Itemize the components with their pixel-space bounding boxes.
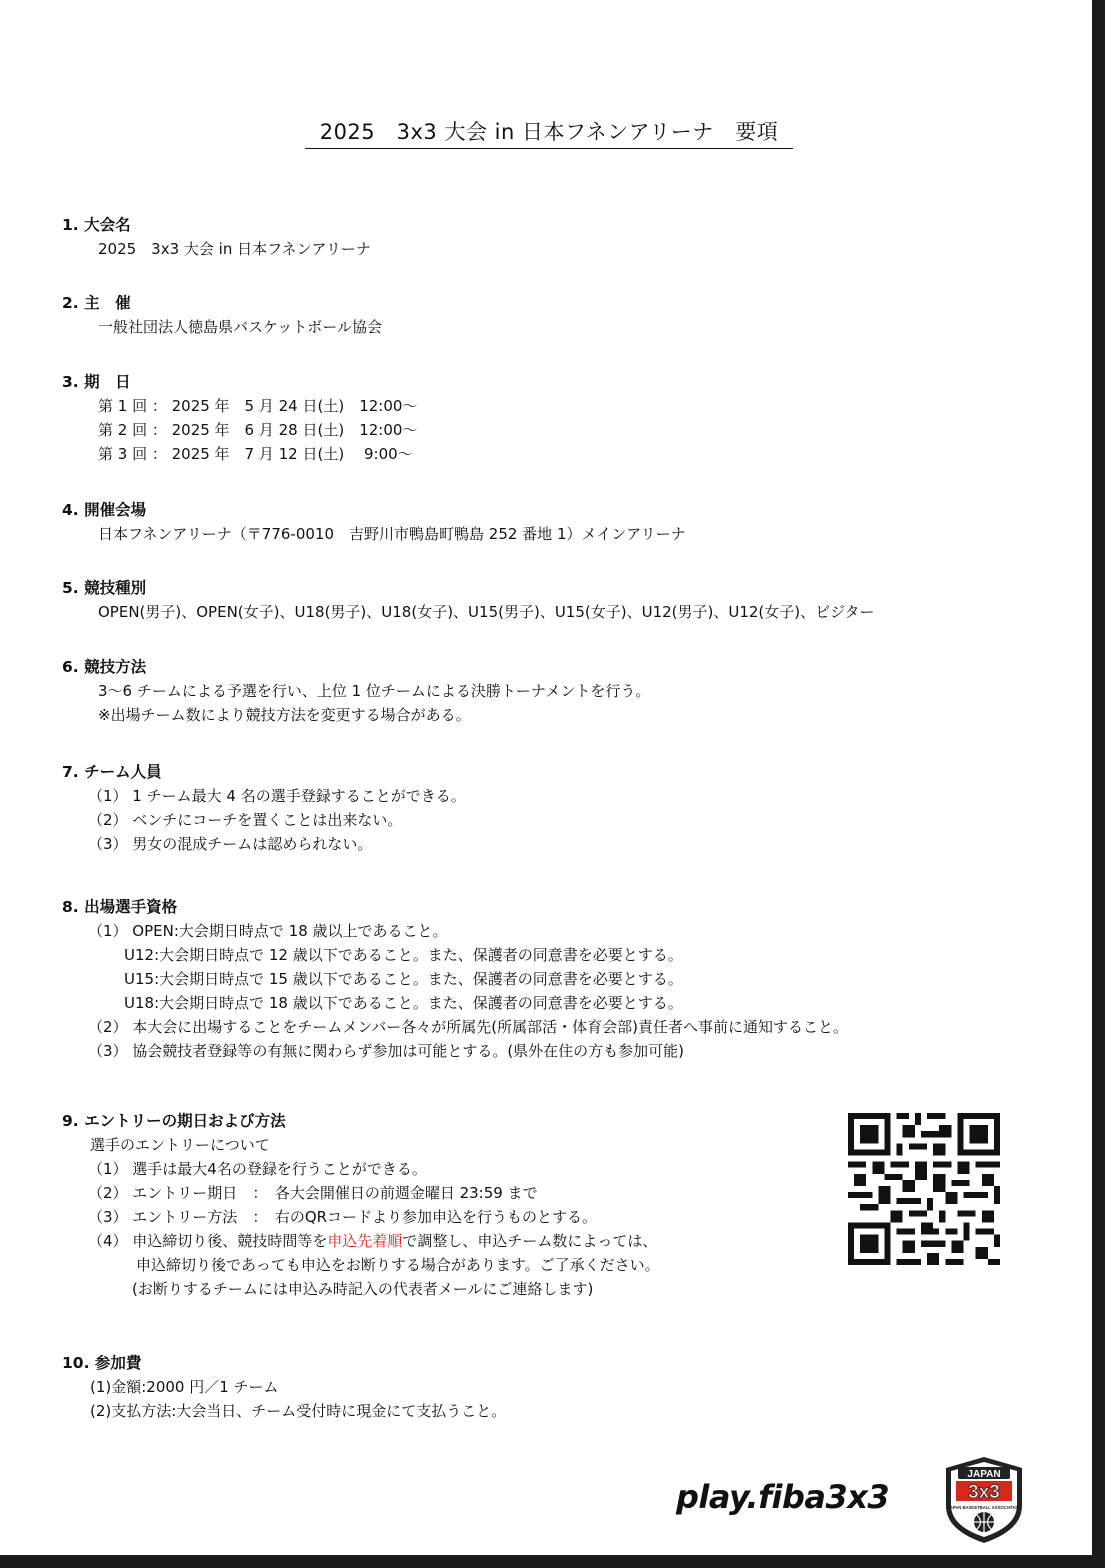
list-item: （3） 男女の混成チームは認められない。 [88, 835, 373, 853]
section-intro: 選手のエントリーについて [90, 1136, 270, 1154]
list-item: （3） 協会競技者登録等の有無に関わらず参加は可能とする。(県外在住の方も参加可能) [88, 1042, 685, 1060]
date-line-1: 第 1 回 ： 2025 年 5 月 24 日(土) 12:00～ [98, 397, 418, 415]
section-text: 一般社団法人徳島県バスケットボール協会 [98, 318, 382, 336]
section-heading: 3. 期 日 [62, 373, 131, 391]
qr-code-icon[interactable] [848, 1113, 1000, 1265]
list-item: （1） 選手は最大4名の登録を行うことができる。 [88, 1160, 427, 1178]
section-tournament-name [62, 213, 371, 261]
play-fiba3x3-logo: play.fiba3x3 [676, 1478, 890, 1516]
fee-payment: (2)支払方法:大会当日、チーム受付時に現金にて支払うこと。 [90, 1402, 507, 1420]
section-venue [62, 498, 686, 546]
list-item: （2） 本大会に出場することをチームメンバー各々が所属先(所属部活・体育会部)責任者へ事前に通知すること。 [88, 1018, 848, 1036]
section-text: 日本フネンアリーナ（〒776-0010 吉野川市鴨島町鴨島 252 番地 1）メインアリーナ [98, 525, 686, 543]
section-heading: 7. チーム人員 [62, 763, 162, 781]
section-heading: 1. 大会名 [62, 216, 131, 234]
section-categories [62, 576, 875, 624]
list-subitem: (お断りするチームには申込み時記入の代表者メールにご連絡します) [132, 1280, 594, 1298]
section-heading: 9. エントリーの期日および方法 [62, 1112, 286, 1130]
list-subitem: 申込締切り後であっても申込をお断りする場合があります。ご了承ください。 [136, 1256, 660, 1274]
item-text: で調整し、申込チーム数によっては、 [402, 1232, 658, 1250]
list-subitem: U15:大会期日時点で 15 歳以下であること。また、保護者の同意書を必要とする。 [124, 970, 683, 988]
section-text: 2025 3x3 大会 in 日本フネンアリーナ [98, 240, 371, 258]
section-organizer [62, 291, 382, 339]
list-item: （1） 1 チーム最大 4 名の選手登録することができる。 [88, 787, 466, 805]
section-text: OPEN(男子)、OPEN(女子)、U18(男子)、U18(女子)、U15(男子)、U15(女子)、U12(男子)、U12(女子)、ビジター [98, 603, 875, 621]
logo-3x3-text: 3x3 [968, 1482, 1000, 1503]
list-item: （2） エントリー期日 ： 各大会開催日の前週金曜日 23:59 まで [88, 1184, 538, 1202]
highlight-text: 申込先着順 [327, 1232, 403, 1250]
section-heading: 2. 主 催 [62, 294, 131, 312]
list-item: （3） エントリー方法 ： 右のQRコードより参加申込を行うものとする。 [88, 1208, 598, 1226]
fee-amount: (1)金額:2000 円／1 チーム [90, 1378, 279, 1396]
logo-japan-text: JAPAN [967, 1469, 1001, 1480]
list-item [62, 1229, 660, 1253]
jba-3x3-logo-icon [938, 1454, 1030, 1546]
section-text: 3～6 チームによる予選を行い、上位 1 位チームによる決勝トーナメントを行う。 [98, 682, 651, 700]
section-entry [62, 1109, 660, 1301]
section-heading: 5. 競技種別 [62, 579, 147, 597]
item-text: （4） 申込締切り後、競技時間等を [88, 1232, 328, 1250]
section-format [62, 655, 650, 727]
section-note: ※出場チーム数により競技方法を変更する場合がある。 [98, 706, 471, 724]
section-heading: 8. 出場選手資格 [62, 898, 178, 916]
section-team-members [62, 760, 466, 856]
section-heading: 6. 競技方法 [62, 658, 147, 676]
date-line-2: 第 2 回 ： 2025 年 6 月 28 日(土) 12:00～ [98, 421, 418, 439]
document-title: 2025 3x3 大会 in 日本フネンアリーナ 要項 [305, 116, 793, 149]
section-dates [62, 370, 417, 466]
list-subitem: U18:大会期日時点で 18 歳以下であること。また、保護者の同意書を必要とする。 [124, 994, 683, 1012]
section-eligibility [62, 895, 848, 1063]
section-heading: 10. 参加費 [62, 1354, 142, 1372]
list-item: （1） OPEN:大会期日時点で 18 歳以上であること。 [88, 922, 448, 940]
list-item: （2） ベンチにコーチを置くことは出来ない。 [88, 811, 403, 829]
section-fee [62, 1351, 506, 1423]
logo-association-text: JAPAN BASKETBALL ASSOCIATION [947, 1505, 1021, 1510]
section-heading: 4. 開催会場 [62, 501, 147, 519]
date-line-3: 第 3 回 ： 2025 年 7 月 12 日(土) 9:00～ [98, 445, 413, 463]
list-subitem: U12:大会期日時点で 12 歳以下であること。また、保護者の同意書を必要とする。 [124, 946, 683, 964]
